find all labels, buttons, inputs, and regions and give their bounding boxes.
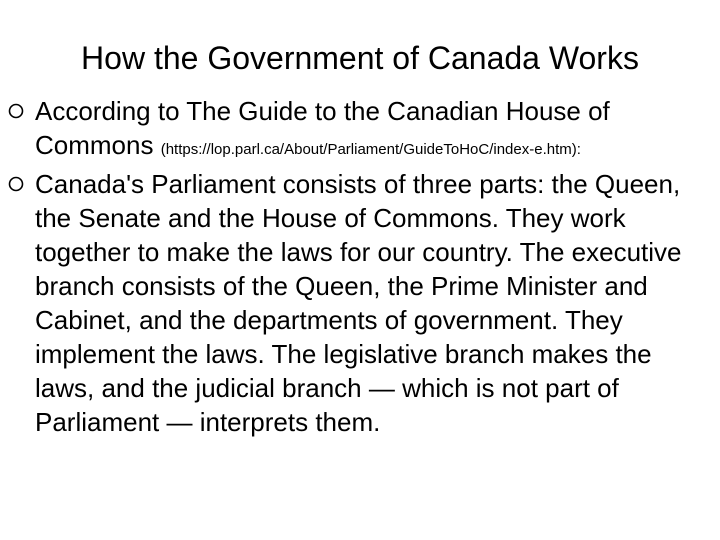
bullet-item-guide-reference <box>8 94 712 167</box>
bullet-item-parliament-description <box>8 167 712 439</box>
bullet-list <box>8 94 712 439</box>
bullet-text: Canada's Parliament consists of three parts: the Queen, the Senate and the House of Commons. They work together to make the laws for our country. The executive branch consists of the Queen, the Prime Minister and Cabinet, and the departments of government. They implement the laws. The legislative branch makes the laws, and the judicial branch — which is not part of Parliament — interprets them. <box>35 169 682 437</box>
hollow-circle-bullet-icon <box>8 176 24 192</box>
source-url: (https://lop.parl.ca/About/Parliament/GuideToHoC/index-e.htm): <box>160 141 581 158</box>
bullet-text: According to The Guide to the Canadian House of Commons <box>35 96 610 160</box>
hollow-circle-bullet-icon <box>8 103 24 119</box>
slide-title: How the Government of Canada Works <box>81 40 639 76</box>
